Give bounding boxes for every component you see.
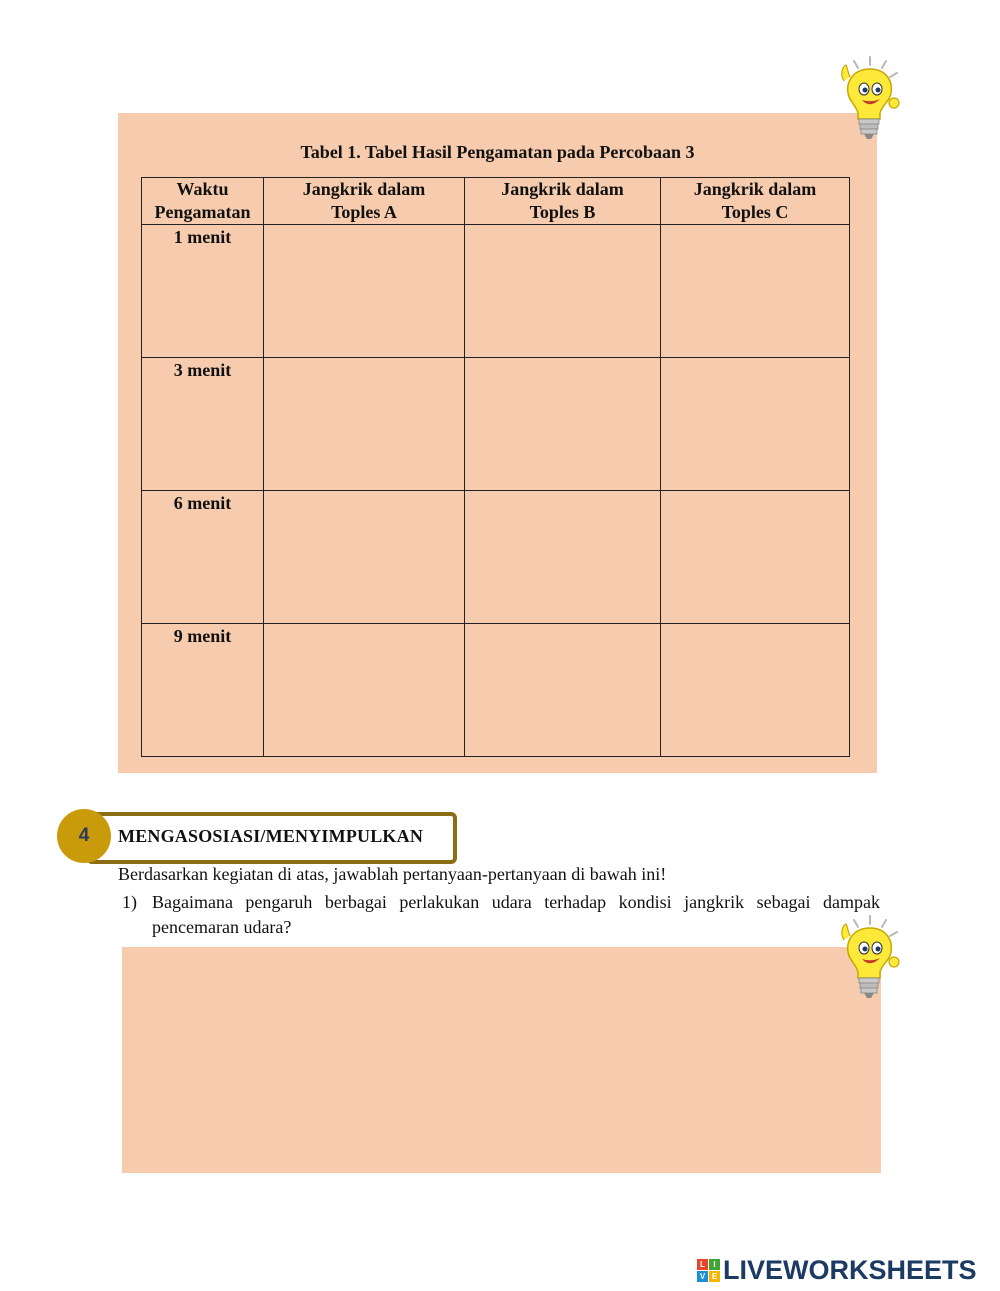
time-cell: 6 menit — [142, 491, 264, 624]
header-time: Waktu Pengamatan — [142, 178, 264, 225]
header-jar-c: Jangkrik dalam Toples C — [661, 178, 850, 225]
answer-cell-a[interactable] — [264, 624, 465, 757]
question-number: 1) — [122, 892, 137, 912]
brand-logo-letter: L — [697, 1259, 708, 1270]
answer-cell-c[interactable] — [661, 358, 850, 491]
answer-cell-a[interactable] — [264, 491, 465, 624]
answer-cell-b[interactable] — [465, 624, 661, 757]
brand-logo-letter: E — [709, 1271, 720, 1282]
liveworksheets-logo — [697, 1254, 977, 1286]
time-cell: 1 menit — [142, 225, 264, 358]
header-jar-b: Jangkrik dalam Toples B — [465, 178, 661, 225]
answer-cell-c[interactable] — [661, 491, 850, 624]
table-header-row — [142, 178, 850, 225]
header-jar-a: Jangkrik dalam Toples A — [264, 178, 465, 225]
section-number-badge: 4 — [57, 809, 111, 863]
answer-cell-b[interactable] — [465, 358, 661, 491]
time-cell: 3 menit — [142, 358, 264, 491]
answer-cell-b[interactable] — [465, 491, 661, 624]
table-row — [142, 624, 850, 757]
lightbulb-mascot-icon — [834, 912, 904, 1002]
answer-cell-c[interactable] — [661, 624, 850, 757]
table-row — [142, 491, 850, 624]
lightbulb-mascot-icon — [834, 53, 904, 143]
answer-textarea[interactable] — [122, 947, 881, 1173]
brand-logo-letter: I — [709, 1259, 720, 1270]
table-row — [142, 225, 850, 358]
question-text: Bagaimana pengaruh berbagai perlakukan udara terhadap kondisi jangkrik sebagai dampak pencemaran udara? — [152, 892, 880, 937]
answer-cell-c[interactable] — [661, 225, 850, 358]
table-title: Tabel 1. Tabel Hasil Pengamatan pada Percobaan 3 — [300, 142, 695, 162]
answer-cell-a[interactable] — [264, 225, 465, 358]
question-1 — [122, 890, 880, 940]
instruction-text: Berdasarkan kegiatan di atas, jawablah pertanyaan-pertanyaan di bawah ini! — [118, 864, 667, 884]
observation-table — [141, 177, 850, 757]
table-row — [142, 358, 850, 491]
time-cell: 9 menit — [142, 624, 264, 757]
brand-logo-letter: V — [697, 1271, 708, 1282]
answer-cell-a[interactable] — [264, 358, 465, 491]
brand-name: LIVEWORKSHEETS — [723, 1254, 977, 1285]
brand-logo-icon — [697, 1259, 720, 1282]
answer-cell-b[interactable] — [465, 225, 661, 358]
section-title: MENGASOSIASI/MENYIMPULKAN — [118, 826, 424, 846]
